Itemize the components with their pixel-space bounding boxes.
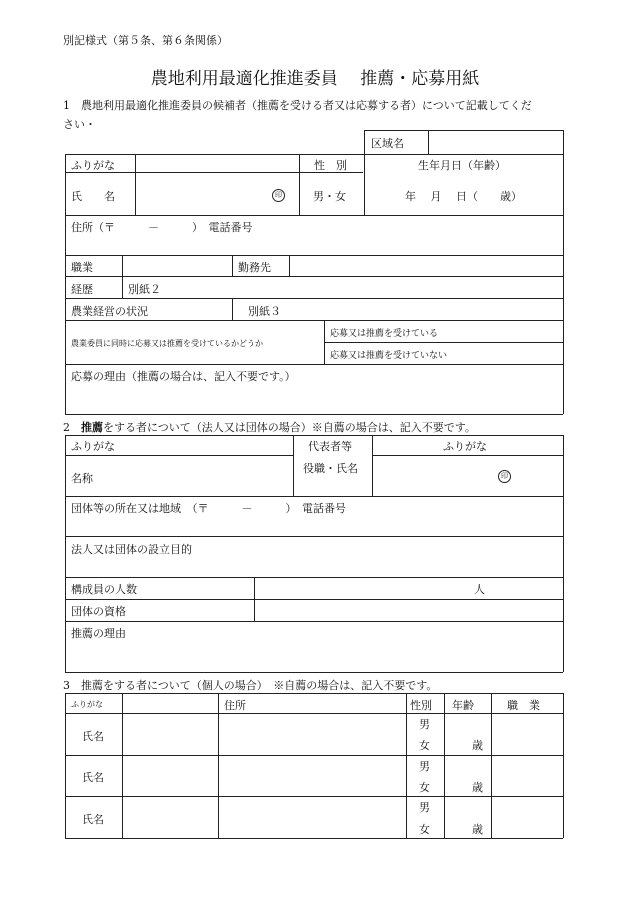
col-header-address: 住所 [224, 699, 246, 712]
recommender-occupation-field[interactable] [493, 715, 561, 753]
org-location-field[interactable] [67, 515, 561, 535]
row-name-label: 氏名 [82, 771, 104, 784]
org-purpose-label: 法人又は団体の設立目的 [71, 543, 192, 556]
row-name-label: 氏名 [82, 813, 104, 826]
col-header-furigana: ふりがな [71, 700, 103, 709]
area-name-label: 区域名 [371, 137, 404, 150]
career-label: 経歴 [71, 283, 93, 296]
representative-name-field[interactable] [374, 457, 494, 495]
farm-status-label: 農業経営の状況 [71, 305, 148, 318]
recommender-name-field[interactable] [124, 798, 216, 836]
gender-female-option[interactable]: 女 [419, 823, 430, 836]
application-reason-label: 応募の理由（推薦の場合は、記入不要です。） [71, 370, 296, 383]
form-reference-note: 別記様式（第５条、第６条関係） [63, 34, 228, 47]
farm-status-value: 別紙３ [248, 305, 281, 318]
row-name-label: 氏名 [82, 730, 104, 743]
birthdate-label: 生年月日（年齢） [418, 159, 506, 172]
workplace-label: 勤務先 [238, 261, 271, 274]
org-name-field[interactable] [67, 457, 291, 495]
col-header-age: 年齢 [452, 699, 474, 712]
name-field[interactable] [137, 174, 267, 214]
area-name-field[interactable] [430, 131, 560, 153]
org-furigana-label: ふりがな [71, 440, 115, 453]
recommender-address-field[interactable] [220, 715, 404, 753]
age-unit: 歳 [472, 739, 483, 752]
representative-furigana-label: ふりがな [443, 440, 487, 453]
section3-heading: 3 推薦をする者について（個人の場合） ※自薦の場合は、記入不要です。 [63, 679, 438, 692]
concurrent-yes-option[interactable]: 応募又は推薦を受けている [330, 329, 439, 339]
recommender-occupation-field[interactable] [493, 757, 561, 794]
col-header-occupation: 職 業 [507, 699, 540, 712]
recommendation-reason-label: 推薦の理由 [71, 627, 126, 640]
recommender-name-field[interactable] [124, 757, 216, 794]
org-location-label: 団体等の所在又は地域 （〒 － ） 電話番号 [71, 502, 346, 515]
occupation-label: 職業 [71, 261, 93, 274]
age-unit: 歳 [472, 781, 483, 794]
gender-options[interactable]: 男・女 [313, 190, 346, 203]
section2-heading: 2 推薦をする者について（法人又は団体の場合）※自薦の場合は、記入不要です。 [63, 421, 476, 434]
application-reason-field[interactable] [67, 384, 561, 412]
member-count-label: 構成員の人数 [71, 583, 137, 596]
gender-female-option[interactable]: 女 [419, 781, 430, 794]
concurrent-no-option[interactable]: 応募又は推薦を受けていない [330, 351, 448, 361]
gender-male-option[interactable]: 男 [419, 760, 430, 773]
org-name-label: 名称 [71, 472, 93, 485]
member-count-field[interactable] [256, 579, 466, 597]
birthdate-value: 年 月 日（ 歳） [405, 190, 522, 203]
member-count-unit: 人 [474, 583, 485, 596]
section1-heading-cont: さい・ [63, 118, 96, 131]
recommender-address-field[interactable] [220, 798, 404, 836]
gender-label: 性 別 [314, 159, 347, 172]
furigana-field[interactable] [137, 155, 297, 171]
seal-icon: 印 [272, 189, 285, 202]
occupation-field[interactable] [124, 257, 230, 275]
section1-heading: 1 農地利用最適化推進委員の候補者（推薦を受ける者又は応募する者）について記載してくだ [63, 99, 532, 112]
workplace-field[interactable] [291, 257, 561, 275]
recommender-name-field[interactable] [124, 715, 216, 753]
col-header-gender: 性別 [410, 699, 432, 712]
recommender-occupation-field[interactable] [493, 798, 561, 836]
gender-male-option[interactable]: 男 [419, 718, 430, 731]
representative-title-name-label: 役職・氏名 [303, 462, 358, 475]
recommendation-reason-field[interactable] [67, 640, 561, 670]
career-value: 別紙２ [128, 283, 161, 296]
page-title: 農地利用最適化推進委員 推薦・応募用紙 [150, 69, 480, 89]
gender-female-option[interactable]: 女 [419, 739, 430, 752]
furigana-label: ふりがな [71, 159, 115, 172]
age-unit: 歳 [472, 823, 483, 836]
representative-label: 代表者等 [308, 440, 352, 453]
org-qualification-label: 団体の資格 [71, 605, 126, 618]
org-purpose-field[interactable] [67, 556, 561, 576]
org-qualification-field[interactable] [256, 601, 561, 619]
address-field[interactable] [67, 234, 561, 254]
seal-icon: 印 [498, 470, 511, 483]
recommender-address-field[interactable] [220, 757, 404, 794]
gender-male-option[interactable]: 男 [419, 801, 430, 814]
address-label: 住所（〒 － ） 電話番号 [71, 221, 253, 234]
concurrent-application-label: 農業委員に同時に応募又は推薦を受けているかどうか [71, 339, 263, 348]
name-label: 氏 名 [71, 190, 115, 203]
